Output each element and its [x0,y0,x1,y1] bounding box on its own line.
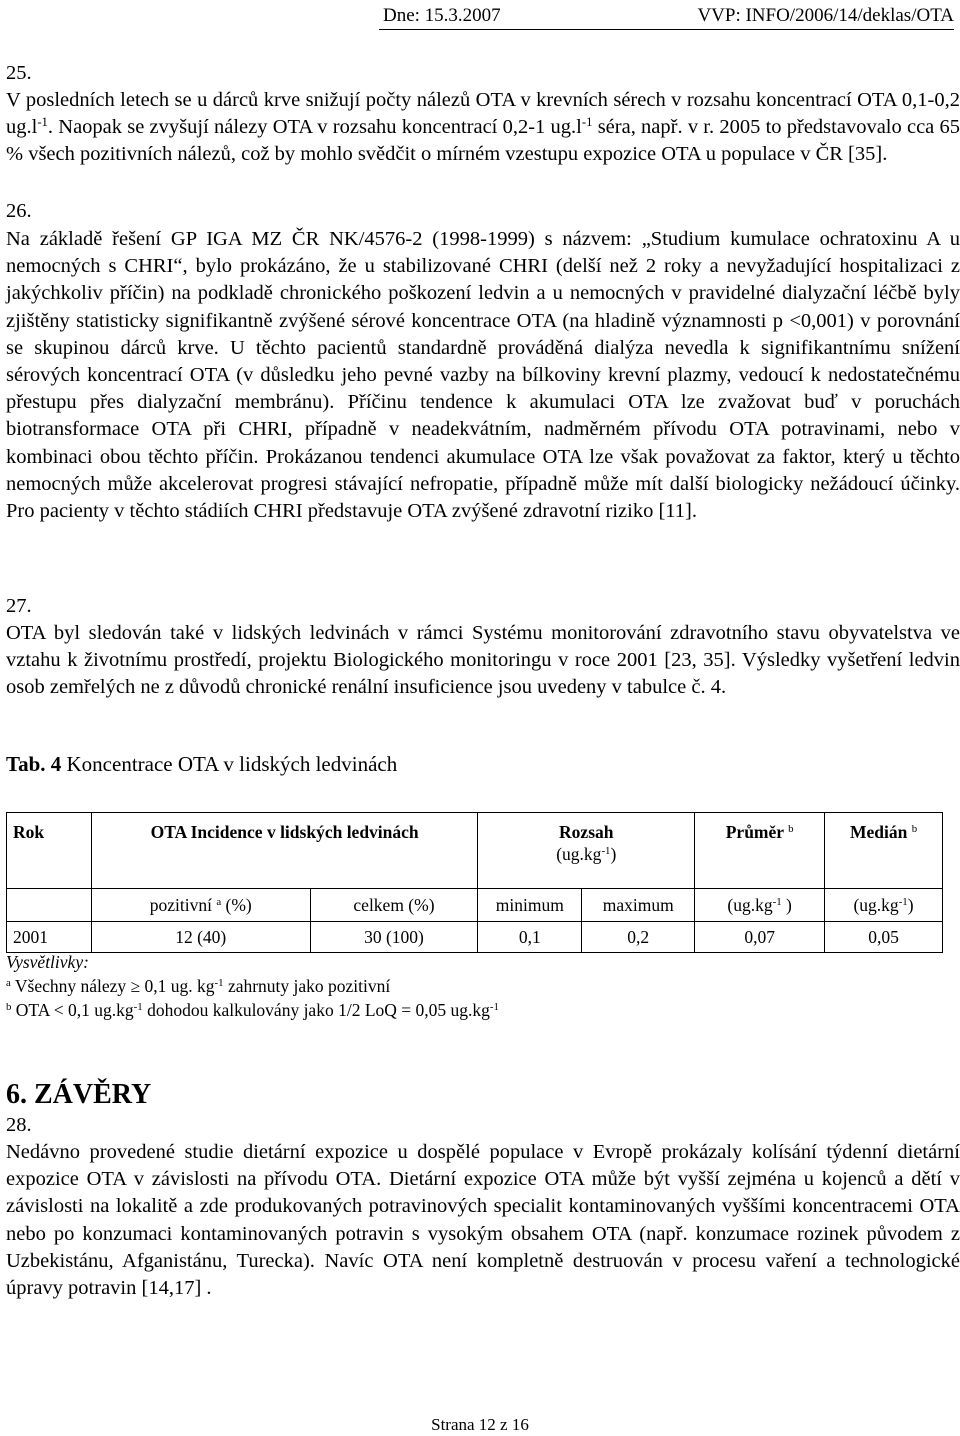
header-reference: VVP: INFO/2006/14/deklas/OTA [697,5,954,26]
paragraph-26: Na základě řešení GP IGA MZ ČR NK/4576-2 (1998-1999) s názvem: „Studium kumulace ochratoxinu A u nemocných s CHRI“, bylo prokázáno, že u stabilizované CHRI (delší než 2 roky a nevyžadující hospitalizaci z jakýchkoliv příčin) na podkladě chronického poškození ledvin a u nemocných v pravidelné dialyzační léčbě byly zjištěny statisticky signifikantně zvýšené sérové koncentrace OTA (na hladině významnosti p <0,001) v porovnání se skupinou dárců krve. U těchto pacientů standardně prováděná dialýza nevedla k signifikantnímu snížení sérových koncentrací OTA (v důsledku jeho pevné vazby na bílkoviny krevní plazmy, vedoucí k nedostatečnému přestupu přes dialyzační membránu). Příčinu tendence k akumulaci OTA lze zvažovat buď v poruchách biotransformace OTA při CHRI, případně v neadekvátním, nadměrném přívodu OTA potravinami, nebo v kombinaci obou těchto příčin. Prokázanou tendenci akumulace OTA lze však považovat za faktor, který u těchto nemocných může akcelerovat progresi stávající nefropatie, případně může mít další biologicky nežádoucí účinky. Pro pacienty v těchto stádiích CHRI představuje OTA zvýšené zdravotní riziko [11]. [6,228,960,523]
ota-kidney-table [6,812,943,953]
cell-pozitivni: 12 (40) [91,922,310,953]
subheader-celkem: celkem (%) [310,889,478,922]
subheader-minimum: minimum [478,889,582,922]
subheader-median-unit: $(ug.kg^{-1})$ [825,889,943,922]
cell-rok: 2001 [7,922,92,953]
page-number: Strana 12 z 16 [431,1415,529,1434]
header-date: Dne: 15.3.2007 [383,5,501,26]
table-caption-label: Tab. 4 [6,752,62,776]
note-b: $^b$ OTA < 0,1 $ug.kg^{-1}$ dohodou kalkulovány jako 1/2 LoQ = 0,05 $ug.kg^{-1}$ [6,1000,499,1020]
table-notes [6,950,499,1022]
cell-celkem: 30 (100) [310,922,478,953]
subheader-pozitivni: pozitivní $^a$ (%) [91,889,310,922]
table-header-row [7,813,943,889]
table-caption-text: Koncentrace OTA v lidských ledvinách [61,752,398,776]
section-title: 6. ZÁVĚRY [6,1079,152,1110]
notes-title: Vysvětlivky: [6,952,89,972]
paragraph-28: Nedávno provedené studie dietární expozice u dospělé populace v Evropě prokázaly kolísání týdenní dietární expozice OTA v závislosti na přívodu OTA. Dietární expozice OTA může být vyšší zejména u kojenců a dětí v závislosti na lokalitě a zde produkovaných potravinových specialit kontaminovaných vyššími koncentracemi OTA nebo po konzumaci kontaminovaných potravin s vysokým obsahem OTA (např. konzumace rozinek původem z Uzbekistánu, Afganistánu, Turecka). Navíc OTA není kompletně destruován v procesu vaření a technologické úpravy potravin [14,17] . [6,1141,960,1300]
table-row [7,922,943,953]
cell-prumer: 0,07 [695,922,825,953]
table-caption [6,750,397,778]
header-rok: Rok [7,813,92,889]
paragraph-number-26: 26. [6,200,32,222]
cell-minimum: 0,1 [478,922,582,953]
cell-median: 0,05 [825,922,943,953]
paragraph-number-27: 27. [6,595,32,617]
header-incidence: OTA Incidence v lidských ledvinách [91,813,477,889]
header-rozsah: Rozsah $(ug.kg^{-1})$ [478,813,695,889]
page-header [379,2,954,30]
table-subheader-row [7,889,943,922]
paragraph-25: V posledních letech se u dárců krve snižují počty nálezů OTA v krevních sérech v rozsahu koncentrací OTA 0,1-0,2 $ug.l^{-1}$. Naopak se zvyšují nálezy OTA v rozsahu koncentrací 0,2-1 $ug.l^{-1}$ séra, např. v r. 2005 to představovalo cca 65 % všech pozitivních nálezů, což by mohlo svědčit o mírném vzestupu expozice OTA u populace v ČR [35]. [6,89,960,166]
paragraph-number-28: 28. [6,1114,32,1136]
paragraph-27: OTA byl sledován také v lidských ledvinách v rámci Systému monitorování zdravotního stavu obyvatelstva ve vztahu k životnímu prostředí, projektu Biologického monitoringu v roce 2001 [23, 35]. Výsledky vyšetření ledvin osob zemřelých ne z důvodů chronické renální insuficience jsou uvedeny v tabulce č. 4. [6,622,960,699]
cell-maximum: 0,2 [582,922,695,953]
subheader-maximum: maximum [582,889,695,922]
header-prumer: Průměr $^b$ [695,813,825,889]
paragraph-number-25: 25. [6,62,32,84]
note-a: $^a$ Všechny nálezy ≥ 0,1 ug. $kg^{-1}$ zahrnuty jako pozitivní [6,976,391,996]
subheader-prumer-unit: ($ug.kg^{-1}$ ) [695,889,825,922]
header-median: Medián $^b$ [825,813,943,889]
